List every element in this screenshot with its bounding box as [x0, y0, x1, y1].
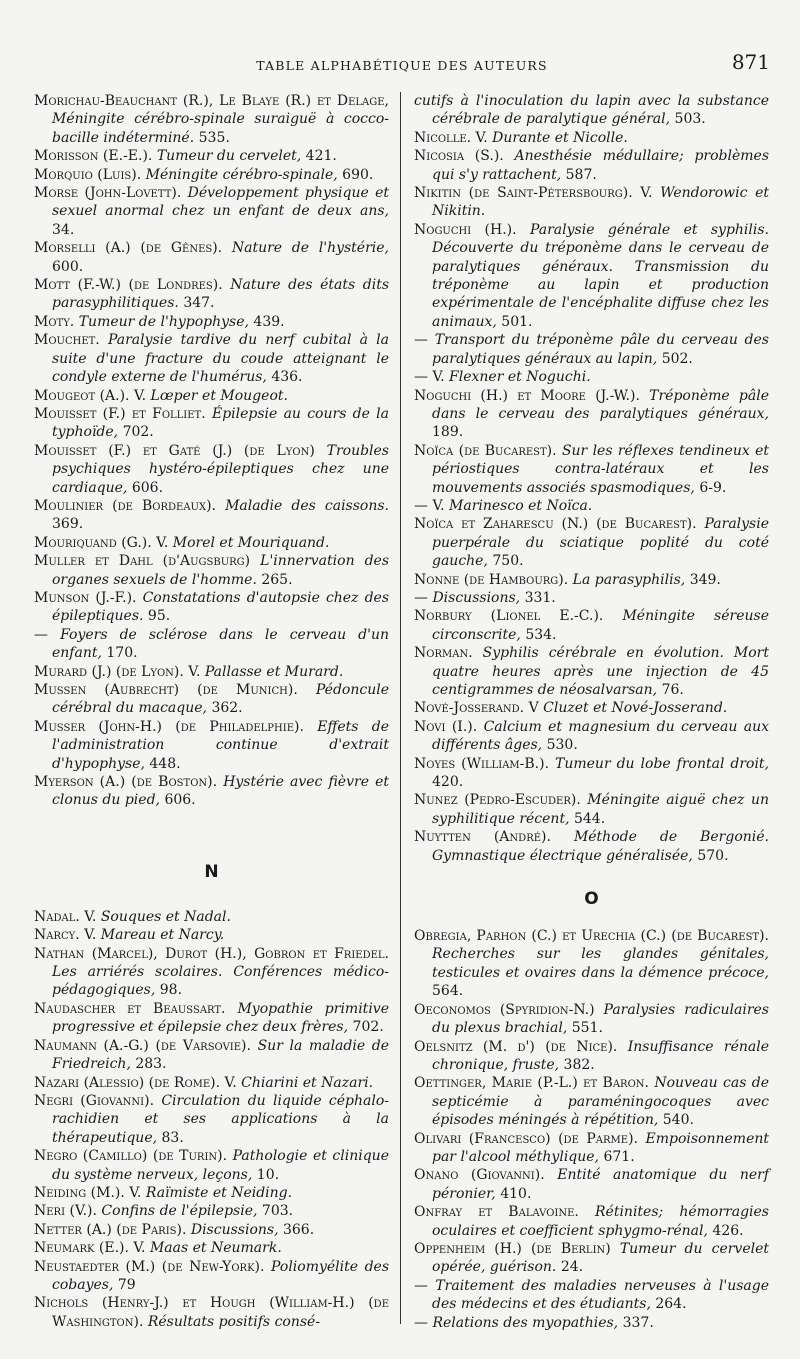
entry-page-ref: 570.: [697, 847, 729, 864]
entry-author: Naumann (A.-G.) (de Varsovie).: [34, 1037, 251, 1054]
entry-author: Noguchi (H.).: [414, 221, 517, 238]
entry-title: Syphilis cérébrale en évolution. Mort quatre heures après une injection de 45 centigrammes de néosalvarsan,: [432, 645, 770, 698]
entry-author: Nikitin (de Saint-Pétersbourg). V.: [414, 185, 653, 202]
entry-page-ref: 702.: [352, 1019, 384, 1036]
entry-title: Rétinites; hémorragies oculaires et coefficient sphygmo-rénal,: [432, 1204, 769, 1239]
index-entry: [414, 92, 769, 129]
entry-author: Naudascher et Beaussart.: [34, 1000, 226, 1017]
right-entries-n: [414, 92, 769, 865]
entry-author: Noïca et Zaharescu (N.) (de Bucarest).: [414, 516, 697, 533]
entry-author: —: [414, 1314, 428, 1331]
entry-title: Morel et Mouriquand.: [172, 534, 330, 551]
entry-title: Myopathie primitive progressive et épilepsie chez deux frères,: [52, 1000, 389, 1036]
entry-page-ref: 98.: [159, 982, 183, 999]
entry-title: Foyers de sclérose dans le cerveau d'un enfant,: [52, 626, 389, 662]
entry-page-ref: 347.: [183, 295, 215, 312]
entry-title: Sur les réflexes tendineux et périostiques contra-latéraux et les mouvements associés spasmodiques,: [432, 442, 769, 496]
entry-page-ref: 703.: [261, 1203, 294, 1220]
entry-title: cutifs à l'inoculation du lapin avec la substance cérébrale de paralytique général,: [414, 93, 769, 128]
entry-page-ref: 170.: [106, 645, 138, 662]
left-entries-m: [34, 92, 389, 810]
entry-title: Wendorowic et Nikitin.: [432, 185, 770, 220]
entry-title: Pallasse et Murard.: [204, 663, 344, 680]
left-entries-n: [34, 908, 389, 1331]
entry-page-ref: 530.: [546, 737, 578, 754]
entry-page-ref: 34.: [52, 221, 75, 238]
index-entry: [34, 184, 389, 239]
entry-author: — V.: [414, 369, 445, 386]
entry-author: Neri (V.).: [34, 1203, 97, 1220]
entry-title: Méningite aiguë chez un syphilitique récent,: [432, 792, 769, 827]
entry-author: Nunez (Pedro-Escuder).: [414, 792, 581, 809]
entry-title: Tumeur du cervelet,: [156, 148, 302, 165]
entry-title: Cluzet et Nové-Josserand.: [543, 700, 728, 717]
entry-title: Nouveau cas de septicémie à paraméningocoques avec épisodes méningés à répétition,: [432, 1075, 770, 1129]
entry-title: Flexner et Noguchi.: [449, 369, 591, 386]
entry-author: Morquio (Luis).: [34, 166, 142, 183]
entry-author: —: [414, 589, 428, 606]
entry-page-ref: 331.: [524, 589, 556, 606]
entry-title: Raïmiste et Neiding.: [145, 1184, 293, 1201]
entry-title: Circulation du liquide céphalo-rachidien et ses applications à la thérapeutique,: [52, 1092, 389, 1146]
index-entry: [414, 1314, 769, 1332]
index-entry: [414, 755, 769, 792]
index-entry: [414, 828, 769, 865]
index-entry: [34, 1184, 389, 1202]
index-entry: [414, 1203, 769, 1240]
entry-page-ref: 540.: [662, 1112, 694, 1129]
index-entry: [34, 405, 389, 442]
section-heading-o: O: [584, 889, 599, 910]
page-header: [34, 50, 770, 90]
entry-author: Novi (I.).: [414, 718, 478, 735]
entry-title: Troubles psychiques hystéro-épileptiques chez une cardiaque,: [52, 442, 389, 496]
entry-author: Muller et Dahl (d'Augsburg): [34, 553, 251, 570]
index-entry: [414, 1074, 769, 1129]
entry-author: Musser (John-H.) (de Philadelphie).: [34, 718, 304, 735]
index-entry: [414, 927, 769, 1001]
entry-page-ref: 535.: [198, 129, 230, 146]
index-entry: [34, 1294, 389, 1331]
entry-page-ref: 369.: [52, 516, 84, 533]
index-entry: [34, 681, 389, 718]
entry-author: Noïca (de Bucarest).: [414, 442, 557, 459]
entry-title: Chiarini et Nazari.: [241, 1074, 374, 1091]
index-entry: [34, 497, 389, 534]
entry-author: Norbury (Lionel E.-C.).: [414, 608, 604, 625]
entry-page-ref: 6-9.: [699, 479, 727, 496]
entry-author: Morselli (A.) (de Gênes).: [34, 240, 223, 257]
entry-title: Tumeur de l'hypophyse,: [78, 313, 249, 330]
entry-title: Poliomyélite des cobayes,: [52, 1258, 390, 1293]
index-entry: [414, 184, 769, 221]
entry-author: Obregia, Parhon (C.) et Urechia (C.) (de Bucarest).: [414, 928, 769, 945]
entry-title: Paralysie puerpérale du sciatique poplité du coté gauche,: [432, 516, 769, 570]
index-entry: [34, 945, 389, 1000]
entry-author: Mott (F.-W.) (de Londres).: [34, 277, 223, 294]
entry-author: Negro (Camillo) (de Turin).: [34, 1148, 228, 1165]
entry-author: Mouisset (F.) et Folliet.: [34, 405, 206, 422]
entry-page-ref: 551.: [571, 1020, 603, 1037]
index-entry: [414, 387, 769, 442]
entry-title: Anesthésie médullaire; problèmes qui s'y rattachent,: [432, 148, 769, 183]
entry-page-ref: 264.: [655, 1296, 687, 1313]
entry-author: Moty.: [34, 313, 75, 330]
entry-title: Relations des myopathies,: [432, 1314, 619, 1331]
index-entry: [34, 589, 389, 626]
entry-author: Morichau-Beauchant (R.), Le Blaye (R.) et Delage,: [34, 93, 389, 109]
entry-author: Oeconomos (Spyridion-N.): [414, 1001, 595, 1018]
index-entry: [414, 644, 769, 699]
index-entry: [414, 718, 769, 755]
entry-title: Méningite cérébro-spinale suraiguë à cocco-bacille indéterminé.: [52, 111, 389, 146]
entry-author: — V.: [414, 497, 445, 514]
index-entry: [34, 1258, 389, 1295]
entry-page-ref: 501.: [501, 313, 533, 330]
entry-author: Neumark (E.). V.: [34, 1240, 146, 1257]
index-entry: [34, 663, 389, 681]
entry-page-ref: 265.: [261, 571, 293, 588]
entry-page-ref: 79: [117, 1276, 136, 1293]
entry-author: Oppenheim (H.) (de Berlin): [414, 1240, 611, 1257]
entry-author: Neiding (M.). V.: [34, 1184, 142, 1201]
entry-author: Onano (Giovanni).: [414, 1167, 545, 1184]
entry-author: Oettinger, Marie (P.-L.) et Baron.: [414, 1075, 649, 1092]
index-entry: [414, 515, 769, 570]
entry-page-ref: 337.: [622, 1314, 654, 1331]
entry-title: Discussions,: [190, 1221, 279, 1238]
entry-title: Empoisonnement par l'alcool méthylique,: [432, 1130, 769, 1165]
entry-title: La parasyphilis,: [572, 571, 686, 588]
entry-title: Pédoncule cérébral du macaque,: [52, 682, 389, 717]
entry-page-ref: 534.: [525, 626, 557, 643]
entry-title: Paralysies radiculaires du plexus brachial,: [432, 1001, 769, 1037]
running-title: TABLE ALPHABÉTIQUE DES AUTEURS: [256, 58, 548, 73]
entry-author: Onfray et Balavoine.: [414, 1204, 579, 1221]
entry-page-ref: 83.: [161, 1129, 184, 1146]
entry-author: Neustaedter (M.) (de New-York).: [34, 1258, 265, 1275]
index-entry: [34, 276, 389, 313]
entry-title: Paralysie générale et syphilis. Découverte du tréponème dans le cerveau de paralytiques généraux. Transmission du tréponème au lapin et production expérimentale de l'encéphalite diffuse chez les animaux,: [432, 221, 769, 330]
index-entry: [34, 442, 389, 497]
index-entry: [34, 313, 389, 331]
index-entry: [414, 442, 769, 497]
entry-author: Nonne (de Hambourg).: [414, 571, 569, 588]
entry-title: Recherches sur les glandes génitales, testicules et ovaires dans la démence précoce,: [432, 946, 769, 981]
entry-author: —: [34, 626, 48, 643]
right-column: [414, 92, 769, 1332]
entry-page-ref: 420.: [432, 774, 464, 791]
entry-page-ref: 544.: [573, 810, 606, 827]
index-entry: [34, 147, 389, 165]
index-entry: [414, 1001, 769, 1038]
entry-page-ref: 76.: [661, 682, 684, 698]
entry-author: Moulinier (de Bordeaux).: [34, 497, 217, 514]
entry-author: Norman.: [414, 645, 473, 662]
entry-page-ref: 587.: [565, 166, 597, 183]
entry-page-ref: 362.: [211, 700, 243, 717]
section-heading-n: N: [204, 861, 219, 882]
entry-title: Nature des états dits parasyphilitiques.: [52, 277, 390, 312]
entry-page-ref: 189.: [432, 424, 464, 441]
index-entry: [414, 699, 769, 717]
index-entry: [414, 791, 769, 828]
entry-author: Myerson (A.) (de Boston).: [34, 774, 218, 791]
index-entry: [414, 129, 769, 147]
entry-title: Traitement des maladies nerveuses à l'usage des médecins et des étudiants,: [432, 1277, 769, 1313]
entry-title: Confins de l'épilepsie,: [101, 1203, 258, 1220]
entry-page-ref: 410.: [500, 1185, 532, 1202]
index-entry: [34, 1037, 389, 1074]
entry-author: Narcy. V.: [34, 927, 97, 944]
entry-title: Méningite cérébro-spinale,: [145, 166, 338, 183]
index-entry: [414, 1038, 769, 1075]
entry-title: Hystérie avec fièvre et clonus du pied,: [52, 774, 390, 809]
entry-author: Mouchet.: [34, 332, 100, 349]
entry-title: Tréponème pâle dans le cerveau des paralytiques généraux,: [432, 387, 770, 422]
entry-page-ref: 283.: [135, 1056, 167, 1073]
entry-author: Nadal. V.: [34, 908, 97, 925]
entry-page-ref: 426.: [712, 1222, 744, 1239]
entry-page-ref: 502.: [661, 350, 693, 367]
entry-title: Pathologie et clinique du système nerveux, leçons,: [52, 1148, 389, 1183]
index-entry: [34, 1147, 389, 1184]
index-entry: [34, 387, 389, 405]
entry-author: Mouisset (F.) et Gaté (J.) (de Lyon): [34, 442, 315, 459]
entry-title: Épilepsie au cours de la typhoïde,: [52, 405, 390, 441]
entry-page-ref: 564.: [432, 983, 464, 1000]
entry-author: —: [414, 332, 428, 349]
right-entries-o: [414, 927, 769, 1332]
entry-page-ref: 10.: [256, 1166, 280, 1183]
entry-author: Olivari (Francesco) (de Parme).: [414, 1130, 638, 1147]
entry-title: Méningite séreuse circonscrite,: [432, 608, 769, 643]
index-entry: [34, 908, 389, 926]
entry-author: Morse (John-Lovett).: [34, 185, 182, 202]
left-column: [34, 92, 389, 1331]
entry-page-ref: 606.: [164, 792, 196, 809]
entry-author: Nicosia (S.).: [414, 148, 504, 165]
entry-author: Mussen (Aubrecht) (de Munich).: [34, 682, 298, 698]
entry-title: Sur la maladie de Friedreich,: [52, 1037, 389, 1073]
entry-author: Munson (J.-F.).: [34, 589, 137, 606]
entry-author: Nathan (Marcel), Durot (H.), Gobron et Friedel.: [34, 945, 389, 962]
index-entry: [414, 497, 769, 515]
entry-title: Mareau et Narcy.: [100, 927, 225, 944]
index-entry: [414, 607, 769, 644]
entry-title: Les arriérés scolaires. Conférences médico-pédagogiques,: [52, 964, 389, 999]
page-number: 871: [731, 50, 770, 74]
entry-page-ref: 503.: [674, 111, 706, 128]
entry-page-ref: 421.: [305, 148, 337, 165]
index-entry: [34, 626, 389, 663]
index-entry: [34, 926, 389, 944]
entry-page-ref: 436.: [271, 369, 303, 386]
entry-title: Effets de l'administration continue d'extrait d'hypophyse,: [52, 718, 389, 772]
entry-title: L'innervation des organes sexuels de l'homme.: [52, 553, 390, 588]
entry-author: Negri (Giovanni).: [34, 1092, 155, 1109]
index-entry: [34, 92, 389, 147]
index-entry: [34, 1239, 389, 1257]
entry-page-ref: 439.: [253, 313, 285, 330]
entry-title: Insuffisance rénale chronique, fruste,: [432, 1038, 769, 1073]
index-entry: [414, 1240, 769, 1277]
index-entry: [414, 589, 769, 607]
entry-author: —: [414, 1277, 428, 1294]
entry-title: Constatations d'autopsie chez des épileptiques.: [52, 589, 390, 625]
entry-author: Mouriquand (G.). V.: [34, 534, 169, 551]
index-columns: [34, 92, 774, 1342]
entry-title: Calcium et magnesium du cerveau aux différents âges,: [432, 718, 770, 754]
entry-author: Noguchi (H.) et Moore (J.-W.).: [414, 387, 640, 404]
index-entry: [34, 1092, 389, 1147]
entry-page-ref: 690.: [342, 166, 374, 183]
entry-title: Paralysie tardive du nerf cubital à la suite d'une fracture du coude atteignant le condyle externe de l'humérus,: [52, 332, 389, 386]
entry-author: Oelsnitz (M. d') (de Nice).: [414, 1038, 618, 1055]
entry-page-ref: 382.: [563, 1056, 595, 1073]
index-entry: [34, 534, 389, 552]
entry-title: Maas et Neumark.: [149, 1240, 282, 1257]
entry-author: Nazari (Alessio) (de Rome). V.: [34, 1074, 237, 1091]
entry-author: Murard (J.) (de Lyon). V.: [34, 663, 201, 680]
index-entry: [34, 239, 389, 276]
entry-title: Marinesco et Noïca.: [449, 497, 593, 514]
index-entry: [414, 1277, 769, 1314]
entry-title: Tumeur du lobe frontal droit,: [555, 755, 770, 772]
entry-page-ref: 702.: [122, 424, 154, 441]
index-entry: [34, 166, 389, 184]
entry-page-ref: 671.: [603, 1148, 635, 1165]
index-entry: [34, 1000, 389, 1037]
entry-title: Souques et Nadal.: [100, 908, 231, 925]
index-entry: [34, 552, 389, 589]
entry-author: Netter (A.) (de Paris).: [34, 1221, 187, 1238]
entry-title: Lœper et Mougeot.: [150, 387, 288, 404]
entry-title: Durante et Nicolle.: [492, 129, 628, 146]
entry-page-ref: 606.: [131, 479, 164, 496]
entry-title: Transport du tréponème pâle du cerveau des paralytiques généraux au lapin,: [432, 332, 769, 367]
index-entry: [34, 331, 389, 386]
entry-title: Développement physique et sexuel anormal chez un enfant de deux ans,: [52, 185, 390, 220]
entry-title: Méthode de Bergonié. Gymnastique électrique généralisée,: [432, 829, 769, 864]
entry-author: Nové-Josserand. V: [414, 700, 539, 717]
index-entry: [414, 571, 769, 589]
index-entry: [414, 1166, 769, 1203]
index-entry: [414, 1130, 769, 1167]
entry-page-ref: 366.: [282, 1221, 315, 1238]
entry-title: Entité anatomique du nerf péronier,: [432, 1167, 770, 1202]
entry-page-ref: 448.: [149, 755, 181, 772]
entry-title: Nature de l'hystérie,: [231, 240, 389, 257]
index-entry: [414, 221, 769, 331]
entry-page-ref: 600.: [52, 258, 84, 275]
column-divider: [400, 92, 401, 1324]
index-entry: [414, 331, 769, 368]
index-entry: [34, 718, 389, 773]
entry-page-ref: 95.: [147, 608, 171, 625]
entry-title: Maladie des caissons.: [225, 497, 390, 514]
index-entry: [34, 1202, 389, 1220]
index-entry: [34, 1221, 389, 1239]
entry-page-ref: 349.: [689, 571, 721, 588]
entry-title: Tumeur du cervelet opérée, guérison.: [432, 1240, 770, 1276]
entry-author: Noyes (William-B.).: [414, 755, 550, 772]
entry-author: Mougeot (A.). V.: [34, 387, 147, 404]
entry-author: Morisson (E.-E.).: [34, 148, 153, 165]
index-entry: [34, 773, 389, 810]
index-entry: [414, 147, 769, 184]
entry-title: Résultats positifs consé-: [147, 1313, 321, 1330]
entry-title: Discussions,: [432, 589, 521, 606]
entry-page-ref: 24.: [560, 1259, 584, 1276]
entry-page-ref: 750.: [492, 553, 524, 570]
entry-author: Nicolle. V.: [414, 129, 488, 146]
entry-author: Nichols (Henry-J.) et Hough (William-H.) (de Washington).: [34, 1295, 389, 1330]
entry-author: Nuytten (André).: [414, 829, 551, 846]
index-entry: [414, 368, 769, 386]
index-entry: [34, 1074, 389, 1092]
